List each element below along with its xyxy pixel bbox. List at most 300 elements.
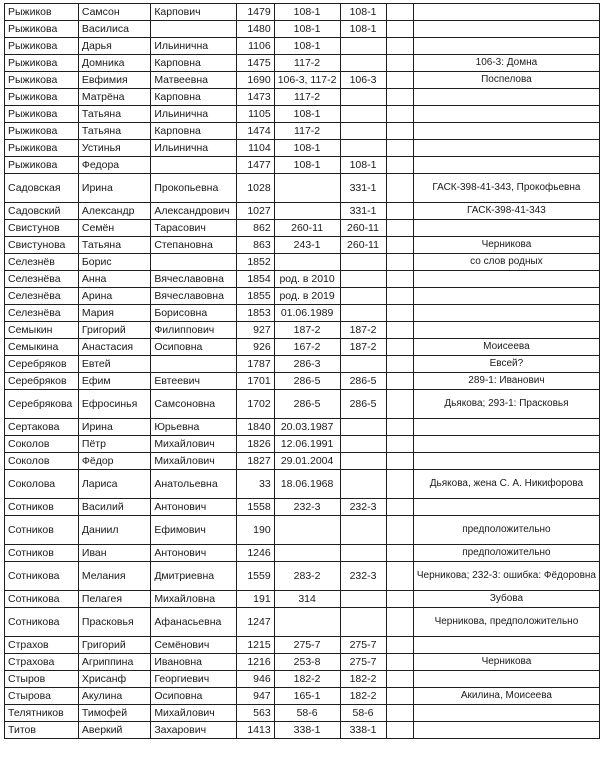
note-cell: предположительно bbox=[413, 545, 599, 562]
patronymic-cell: Дмитриевна bbox=[151, 562, 237, 591]
note-cell bbox=[413, 637, 599, 654]
note-cell: Черникова; 232-3: ошибка: Фёдоровна bbox=[413, 562, 599, 591]
table-row bbox=[5, 55, 600, 72]
table-row bbox=[5, 174, 600, 203]
people-register-table bbox=[4, 3, 600, 739]
surname-cell: Селезнёв bbox=[5, 254, 79, 271]
surname-cell: Селезнёва bbox=[5, 305, 79, 322]
patronymic-cell: Михайлович bbox=[151, 436, 237, 453]
source-record-cell: 106-3, 117-2 bbox=[274, 72, 340, 89]
first-name-cell: Ирина bbox=[78, 174, 150, 203]
person-id-cell: 33 bbox=[237, 470, 274, 499]
table-row bbox=[5, 470, 600, 499]
first-name-cell: Фёдор bbox=[78, 453, 150, 470]
first-name-cell: Федора bbox=[78, 157, 150, 174]
person-id-cell: 1246 bbox=[237, 545, 274, 562]
surname-cell: Сотникова bbox=[5, 591, 79, 608]
surname-cell: Стырова bbox=[5, 688, 79, 705]
extra-cell bbox=[386, 671, 413, 688]
extra-cell bbox=[386, 106, 413, 123]
patronymic-cell: Карповна bbox=[151, 55, 237, 72]
note-cell bbox=[413, 419, 599, 436]
extra-cell bbox=[386, 55, 413, 72]
table-row bbox=[5, 499, 600, 516]
first-name-cell: Мелания bbox=[78, 562, 150, 591]
extra-cell bbox=[386, 356, 413, 373]
extra-cell bbox=[386, 322, 413, 339]
first-name-cell: Агриппина bbox=[78, 654, 150, 671]
secondary-record-cell bbox=[340, 140, 386, 157]
patronymic-cell: Антонович bbox=[151, 545, 237, 562]
person-id-cell: 1702 bbox=[237, 390, 274, 419]
first-name-cell: Ефросинья bbox=[78, 390, 150, 419]
first-name-cell: Пелагея bbox=[78, 591, 150, 608]
secondary-record-cell: 260-11 bbox=[340, 237, 386, 254]
table-row bbox=[5, 608, 600, 637]
extra-cell bbox=[386, 591, 413, 608]
surname-cell: Серебряков bbox=[5, 356, 79, 373]
note-cell bbox=[413, 322, 599, 339]
surname-cell: Титов bbox=[5, 722, 79, 739]
patronymic-cell: Анатольевна bbox=[151, 470, 237, 499]
note-cell: Черникова bbox=[413, 237, 599, 254]
person-id-cell: 1105 bbox=[237, 106, 274, 123]
table-body bbox=[5, 4, 600, 739]
note-cell: Поспелова bbox=[413, 72, 599, 89]
patronymic-cell: Тарасович bbox=[151, 220, 237, 237]
secondary-record-cell bbox=[340, 271, 386, 288]
table-row bbox=[5, 72, 600, 89]
secondary-record-cell: 108-1 bbox=[340, 157, 386, 174]
first-name-cell: Александр bbox=[78, 203, 150, 220]
table-row bbox=[5, 637, 600, 654]
first-name-cell: Евтей bbox=[78, 356, 150, 373]
first-name-cell: Арина bbox=[78, 288, 150, 305]
person-id-cell: 1826 bbox=[237, 436, 274, 453]
surname-cell: Рыжикова bbox=[5, 72, 79, 89]
person-id-cell: 927 bbox=[237, 322, 274, 339]
secondary-record-cell bbox=[340, 356, 386, 373]
first-name-cell: Борис bbox=[78, 254, 150, 271]
first-name-cell: Семён bbox=[78, 220, 150, 237]
source-record-cell bbox=[274, 174, 340, 203]
person-id-cell: 1558 bbox=[237, 499, 274, 516]
extra-cell bbox=[386, 562, 413, 591]
person-id-cell: 191 bbox=[237, 591, 274, 608]
secondary-record-cell bbox=[340, 288, 386, 305]
source-record-cell: 108-1 bbox=[274, 4, 340, 21]
secondary-record-cell: 182-2 bbox=[340, 671, 386, 688]
note-cell bbox=[413, 722, 599, 739]
source-record-cell: 117-2 bbox=[274, 123, 340, 140]
note-cell bbox=[413, 140, 599, 157]
table-row bbox=[5, 4, 600, 21]
patronymic-cell: Евтеевич bbox=[151, 373, 237, 390]
source-record-cell: 260-11 bbox=[274, 220, 340, 237]
table-row bbox=[5, 271, 600, 288]
surname-cell: Сотникова bbox=[5, 562, 79, 591]
person-id-cell: 1413 bbox=[237, 722, 274, 739]
first-name-cell: Мария bbox=[78, 305, 150, 322]
source-record-cell: 01.06.1989 bbox=[274, 305, 340, 322]
extra-cell bbox=[386, 220, 413, 237]
note-cell: 289-1: Иванович bbox=[413, 373, 599, 390]
note-cell: Черникова bbox=[413, 654, 599, 671]
surname-cell: Рыжикова bbox=[5, 157, 79, 174]
person-id-cell: 1853 bbox=[237, 305, 274, 322]
patronymic-cell: Ильинична bbox=[151, 140, 237, 157]
surname-cell: Рыжикова bbox=[5, 21, 79, 38]
table-row bbox=[5, 390, 600, 419]
extra-cell bbox=[386, 288, 413, 305]
first-name-cell: Ирина bbox=[78, 419, 150, 436]
person-id-cell: 1854 bbox=[237, 271, 274, 288]
person-id-cell: 1787 bbox=[237, 356, 274, 373]
note-cell: ГАСК-398-41-343 bbox=[413, 203, 599, 220]
extra-cell bbox=[386, 123, 413, 140]
extra-cell bbox=[386, 705, 413, 722]
note-cell: 106-3: Домна bbox=[413, 55, 599, 72]
extra-cell bbox=[386, 436, 413, 453]
surname-cell: Сертакова bbox=[5, 419, 79, 436]
patronymic-cell: Михайлович bbox=[151, 705, 237, 722]
patronymic-cell bbox=[151, 356, 237, 373]
surname-cell: Телятников bbox=[5, 705, 79, 722]
secondary-record-cell bbox=[340, 123, 386, 140]
secondary-record-cell: 187-2 bbox=[340, 322, 386, 339]
note-cell bbox=[413, 705, 599, 722]
note-cell: Черникова, предположительно bbox=[413, 608, 599, 637]
first-name-cell: Анна bbox=[78, 271, 150, 288]
table-row bbox=[5, 356, 600, 373]
secondary-record-cell bbox=[340, 591, 386, 608]
note-cell bbox=[413, 671, 599, 688]
patronymic-cell: Прокопьевна bbox=[151, 174, 237, 203]
table-row bbox=[5, 419, 600, 436]
source-record-cell: род. в 2010 bbox=[274, 271, 340, 288]
extra-cell bbox=[386, 72, 413, 89]
table-row bbox=[5, 545, 600, 562]
person-id-cell: 862 bbox=[237, 220, 274, 237]
surname-cell: Сотников bbox=[5, 545, 79, 562]
patronymic-cell: Филиппович bbox=[151, 322, 237, 339]
secondary-record-cell bbox=[340, 516, 386, 545]
secondary-record-cell: 286-5 bbox=[340, 373, 386, 390]
note-cell: Евсей? bbox=[413, 356, 599, 373]
surname-cell: Рыжиков bbox=[5, 4, 79, 21]
surname-cell: Рыжикова bbox=[5, 38, 79, 55]
source-record-cell: 286-3 bbox=[274, 356, 340, 373]
note-cell bbox=[413, 288, 599, 305]
first-name-cell: Тимофей bbox=[78, 705, 150, 722]
person-id-cell: 1840 bbox=[237, 419, 274, 436]
first-name-cell: Иван bbox=[78, 545, 150, 562]
surname-cell: Сотников bbox=[5, 516, 79, 545]
table-row bbox=[5, 38, 600, 55]
person-id-cell: 1701 bbox=[237, 373, 274, 390]
secondary-record-cell: 260-11 bbox=[340, 220, 386, 237]
first-name-cell: Татьяна bbox=[78, 237, 150, 254]
surname-cell: Страхов bbox=[5, 637, 79, 654]
person-id-cell: 1855 bbox=[237, 288, 274, 305]
first-name-cell: Акулина bbox=[78, 688, 150, 705]
note-cell bbox=[413, 453, 599, 470]
extra-cell bbox=[386, 89, 413, 106]
table-row bbox=[5, 339, 600, 356]
patronymic-cell: Степановна bbox=[151, 237, 237, 254]
source-record-cell: 187-2 bbox=[274, 322, 340, 339]
table-row bbox=[5, 254, 600, 271]
extra-cell bbox=[386, 608, 413, 637]
source-record-cell: 12.06.1991 bbox=[274, 436, 340, 453]
table-row bbox=[5, 654, 600, 671]
source-record-cell: 243-1 bbox=[274, 237, 340, 254]
surname-cell: Страхова bbox=[5, 654, 79, 671]
source-record-cell: 338-1 bbox=[274, 722, 340, 739]
table-row bbox=[5, 237, 600, 254]
person-id-cell: 1106 bbox=[237, 38, 274, 55]
secondary-record-cell: 58-6 bbox=[340, 705, 386, 722]
secondary-record-cell bbox=[340, 608, 386, 637]
secondary-record-cell: 187-2 bbox=[340, 339, 386, 356]
surname-cell: Сотников bbox=[5, 499, 79, 516]
secondary-record-cell bbox=[340, 545, 386, 562]
note-cell: Акилина, Моисеева bbox=[413, 688, 599, 705]
person-id-cell: 946 bbox=[237, 671, 274, 688]
note-cell bbox=[413, 271, 599, 288]
first-name-cell: Ефим bbox=[78, 373, 150, 390]
extra-cell bbox=[386, 4, 413, 21]
extra-cell bbox=[386, 140, 413, 157]
secondary-record-cell: 106-3 bbox=[340, 72, 386, 89]
source-record-cell: 275-7 bbox=[274, 637, 340, 654]
first-name-cell: Пётр bbox=[78, 436, 150, 453]
first-name-cell: Григорий bbox=[78, 637, 150, 654]
person-id-cell: 1559 bbox=[237, 562, 274, 591]
secondary-record-cell: 232-3 bbox=[340, 499, 386, 516]
table-row bbox=[5, 705, 600, 722]
note-cell: Зубова bbox=[413, 591, 599, 608]
source-record-cell: 108-1 bbox=[274, 157, 340, 174]
patronymic-cell: Ефимович bbox=[151, 516, 237, 545]
note-cell: ГАСК-398-41-343, Прокофьевна bbox=[413, 174, 599, 203]
patronymic-cell: Ильинична bbox=[151, 38, 237, 55]
note-cell bbox=[413, 157, 599, 174]
table-row bbox=[5, 591, 600, 608]
extra-cell bbox=[386, 271, 413, 288]
source-record-cell: 314 bbox=[274, 591, 340, 608]
surname-cell: Селезнёва bbox=[5, 288, 79, 305]
extra-cell bbox=[386, 722, 413, 739]
person-id-cell: 563 bbox=[237, 705, 274, 722]
patronymic-cell: Борисовна bbox=[151, 305, 237, 322]
secondary-record-cell: 286-5 bbox=[340, 390, 386, 419]
secondary-record-cell bbox=[340, 106, 386, 123]
patronymic-cell: Семёнович bbox=[151, 637, 237, 654]
source-record-cell bbox=[274, 545, 340, 562]
extra-cell bbox=[386, 688, 413, 705]
surname-cell: Соколов bbox=[5, 436, 79, 453]
secondary-record-cell bbox=[340, 254, 386, 271]
note-cell: Дьякова; 293-1: Прасковья bbox=[413, 390, 599, 419]
surname-cell: Стыров bbox=[5, 671, 79, 688]
table-row bbox=[5, 89, 600, 106]
source-record-cell: 286-5 bbox=[274, 390, 340, 419]
table-row bbox=[5, 157, 600, 174]
surname-cell: Семыкин bbox=[5, 322, 79, 339]
first-name-cell: Григорий bbox=[78, 322, 150, 339]
note-cell bbox=[413, 123, 599, 140]
surname-cell: Свистунов bbox=[5, 220, 79, 237]
secondary-record-cell bbox=[340, 55, 386, 72]
first-name-cell: Лариса bbox=[78, 470, 150, 499]
person-id-cell: 1479 bbox=[237, 4, 274, 21]
first-name-cell: Домника bbox=[78, 55, 150, 72]
extra-cell bbox=[386, 157, 413, 174]
source-record-cell: 108-1 bbox=[274, 106, 340, 123]
secondary-record-cell bbox=[340, 305, 386, 322]
patronymic-cell: Осиповна bbox=[151, 339, 237, 356]
surname-cell: Садовский bbox=[5, 203, 79, 220]
note-cell bbox=[413, 21, 599, 38]
source-record-cell bbox=[274, 203, 340, 220]
table-row bbox=[5, 123, 600, 140]
person-id-cell: 863 bbox=[237, 237, 274, 254]
patronymic-cell: Михайлович bbox=[151, 453, 237, 470]
person-id-cell: 1028 bbox=[237, 174, 274, 203]
note-cell bbox=[413, 38, 599, 55]
first-name-cell: Евфимия bbox=[78, 72, 150, 89]
surname-cell: Садовская bbox=[5, 174, 79, 203]
extra-cell bbox=[386, 470, 413, 499]
table-row bbox=[5, 21, 600, 38]
extra-cell bbox=[386, 453, 413, 470]
surname-cell: Рыжикова bbox=[5, 89, 79, 106]
secondary-record-cell: 108-1 bbox=[340, 21, 386, 38]
patronymic-cell: Юрьевна bbox=[151, 419, 237, 436]
secondary-record-cell: 232-3 bbox=[340, 562, 386, 591]
first-name-cell: Даниил bbox=[78, 516, 150, 545]
extra-cell bbox=[386, 545, 413, 562]
patronymic-cell: Осиповна bbox=[151, 688, 237, 705]
patronymic-cell: Георгиевич bbox=[151, 671, 237, 688]
person-id-cell: 1477 bbox=[237, 157, 274, 174]
first-name-cell: Прасковья bbox=[78, 608, 150, 637]
extra-cell bbox=[386, 373, 413, 390]
surname-cell: Семыкина bbox=[5, 339, 79, 356]
first-name-cell: Василиса bbox=[78, 21, 150, 38]
secondary-record-cell bbox=[340, 470, 386, 499]
secondary-record-cell: 331-1 bbox=[340, 203, 386, 220]
table-row bbox=[5, 322, 600, 339]
table-row bbox=[5, 373, 600, 390]
source-record-cell: 108-1 bbox=[274, 140, 340, 157]
source-record-cell: 165-1 bbox=[274, 688, 340, 705]
patronymic-cell: Карповна bbox=[151, 123, 237, 140]
patronymic-cell: Матвеевна bbox=[151, 72, 237, 89]
extra-cell bbox=[386, 339, 413, 356]
extra-cell bbox=[386, 203, 413, 220]
table-row bbox=[5, 436, 600, 453]
note-cell: со слов родных bbox=[413, 254, 599, 271]
secondary-record-cell bbox=[340, 436, 386, 453]
first-name-cell: Дарья bbox=[78, 38, 150, 55]
surname-cell: Рыжикова bbox=[5, 140, 79, 157]
patronymic-cell: Александрович bbox=[151, 203, 237, 220]
table-row bbox=[5, 220, 600, 237]
secondary-record-cell: 338-1 bbox=[340, 722, 386, 739]
surname-cell: Соколов bbox=[5, 453, 79, 470]
surname-cell: Свистунова bbox=[5, 237, 79, 254]
person-id-cell: 1852 bbox=[237, 254, 274, 271]
source-record-cell: 18.06.1968 bbox=[274, 470, 340, 499]
surname-cell: Рыжикова bbox=[5, 106, 79, 123]
patronymic-cell: Ивановна bbox=[151, 654, 237, 671]
extra-cell bbox=[386, 174, 413, 203]
secondary-record-cell bbox=[340, 419, 386, 436]
source-record-cell bbox=[274, 516, 340, 545]
person-id-cell: 1475 bbox=[237, 55, 274, 72]
source-record-cell: 232-3 bbox=[274, 499, 340, 516]
table-row bbox=[5, 516, 600, 545]
surname-cell: Сотникова bbox=[5, 608, 79, 637]
note-cell bbox=[413, 436, 599, 453]
surname-cell: Соколова bbox=[5, 470, 79, 499]
secondary-record-cell: 275-7 bbox=[340, 654, 386, 671]
note-cell bbox=[413, 220, 599, 237]
secondary-record-cell: 182-2 bbox=[340, 688, 386, 705]
first-name-cell: Аверкий bbox=[78, 722, 150, 739]
patronymic-cell bbox=[151, 21, 237, 38]
source-record-cell: 182-2 bbox=[274, 671, 340, 688]
surname-cell: Рыжикова bbox=[5, 55, 79, 72]
extra-cell bbox=[386, 38, 413, 55]
extra-cell bbox=[386, 237, 413, 254]
table-row bbox=[5, 562, 600, 591]
secondary-record-cell bbox=[340, 453, 386, 470]
table-row bbox=[5, 106, 600, 123]
source-record-cell: 117-2 bbox=[274, 89, 340, 106]
extra-cell bbox=[386, 21, 413, 38]
person-id-cell: 1216 bbox=[237, 654, 274, 671]
extra-cell bbox=[386, 499, 413, 516]
first-name-cell: Анастасия bbox=[78, 339, 150, 356]
patronymic-cell bbox=[151, 157, 237, 174]
person-id-cell: 947 bbox=[237, 688, 274, 705]
extra-cell bbox=[386, 419, 413, 436]
secondary-record-cell: 275-7 bbox=[340, 637, 386, 654]
patronymic-cell: Вячеславовна bbox=[151, 271, 237, 288]
first-name-cell: Самсон bbox=[78, 4, 150, 21]
source-record-cell: 20.03.1987 bbox=[274, 419, 340, 436]
first-name-cell: Татьяна bbox=[78, 123, 150, 140]
extra-cell bbox=[386, 654, 413, 671]
patronymic-cell: Ильинична bbox=[151, 106, 237, 123]
source-record-cell: 108-1 bbox=[274, 21, 340, 38]
person-id-cell: 926 bbox=[237, 339, 274, 356]
first-name-cell: Татьяна bbox=[78, 106, 150, 123]
secondary-record-cell: 331-1 bbox=[340, 174, 386, 203]
person-id-cell: 190 bbox=[237, 516, 274, 545]
note-cell bbox=[413, 89, 599, 106]
note-cell: Моисеева bbox=[413, 339, 599, 356]
note-cell: Дьякова, жена С. А. Никифорова bbox=[413, 470, 599, 499]
table-row bbox=[5, 722, 600, 739]
patronymic-cell: Антонович bbox=[151, 499, 237, 516]
patronymic-cell: Михайловна bbox=[151, 591, 237, 608]
secondary-record-cell: 108-1 bbox=[340, 4, 386, 21]
table-row bbox=[5, 140, 600, 157]
